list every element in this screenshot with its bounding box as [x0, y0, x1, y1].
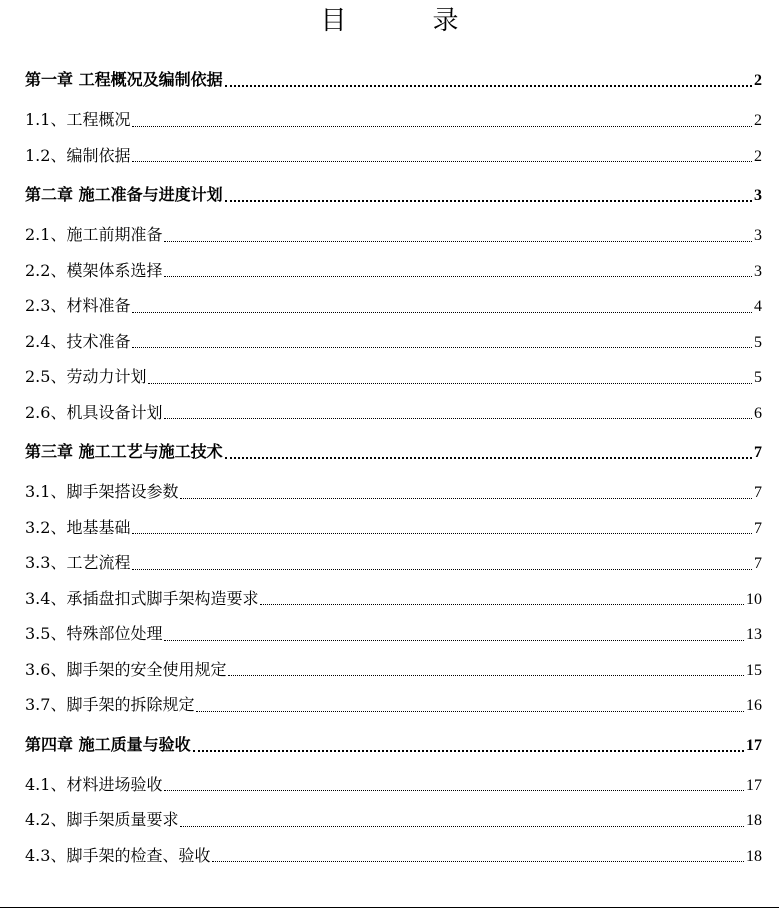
dot-leader: [228, 661, 744, 677]
dot-leader: [225, 187, 752, 203]
toc-chapter-entry[interactable]: [25, 430, 762, 474]
toc-entry-label: 3.3、工艺流程: [25, 553, 131, 572]
toc-page-number: 15: [746, 661, 762, 679]
toc-section-entry[interactable]: [25, 217, 762, 253]
dot-leader: [164, 227, 752, 243]
dot-leader: [164, 626, 744, 642]
toc-entry-label: 2.1、施工前期准备: [25, 225, 163, 244]
toc-entry-label: 4.2、脚手架质量要求: [25, 810, 179, 829]
toc-page-number: 7: [754, 519, 762, 537]
toc-entry-label: 1.1、工程概况: [25, 110, 131, 129]
toc-entry-label: 2.6、机具设备计划: [25, 402, 163, 422]
toc-page-number: 13: [746, 626, 762, 643]
toc-entry-label: 3.7、脚手架的拆除规定: [25, 695, 195, 714]
toc-page-number: 2: [754, 147, 762, 165]
toc-section-entry[interactable]: [25, 838, 762, 874]
toc-page-number: 16: [746, 697, 762, 714]
toc-entry-label: 4.3、脚手架的检查、验收: [25, 845, 211, 865]
toc-section-entry[interactable]: [25, 138, 762, 174]
toc-chapter-entry[interactable]: [25, 173, 762, 217]
toc-page-number: 6: [754, 404, 762, 422]
toc-section-entry[interactable]: [25, 474, 762, 510]
toc-section-entry[interactable]: [25, 616, 762, 652]
toc-section-entry[interactable]: [25, 510, 762, 546]
toc-entry-label: 3.6、脚手架的安全使用规定: [25, 659, 227, 679]
toc-page-number: 7: [754, 484, 762, 501]
toc-page-number: 17: [746, 736, 762, 754]
toc-section-entry[interactable]: [25, 324, 762, 360]
dot-leader: [164, 404, 752, 420]
dot-leader: [132, 112, 752, 128]
toc-entry-label: 第三章 施工工艺与施工技术: [25, 442, 223, 461]
toc-page-number: 5: [754, 369, 762, 386]
dot-leader: [225, 444, 752, 460]
toc-entry-label: 4.1、材料进场验收: [25, 774, 163, 794]
toc-entry-label: 2.2、模架体系选择: [25, 260, 163, 280]
dot-leader: [148, 369, 752, 385]
toc-entry-label: 3.2、地基基础: [25, 517, 131, 537]
dot-leader: [164, 262, 752, 278]
toc-entry-label: 1.2、编制依据: [25, 145, 131, 165]
toc-section-entry[interactable]: [25, 802, 762, 838]
toc-entry-label: 第一章 工程概况及编制依据: [25, 70, 223, 89]
toc-page-number: 10: [746, 590, 762, 608]
toc-section-entry[interactable]: [25, 652, 762, 688]
toc-entry-label: 3.1、脚手架搭设参数: [25, 482, 179, 501]
dot-leader: [132, 555, 752, 571]
dot-leader: [196, 697, 744, 713]
toc-page-number: 7: [754, 444, 762, 461]
toc-page-number: 2: [754, 112, 762, 129]
toc-title: 目 录: [320, 6, 489, 36]
dot-leader: [132, 519, 752, 535]
toc-page-number: 7: [754, 555, 762, 572]
dot-leader: [132, 147, 752, 163]
toc-page-number: 18: [746, 812, 762, 829]
toc-section-entry[interactable]: [25, 288, 762, 324]
toc-entry-label: 第四章 施工质量与验收: [25, 734, 191, 754]
toc-page-number: 3: [754, 262, 762, 280]
toc-entry-label: 第二章 施工准备与进度计划: [25, 185, 223, 204]
dot-leader: [180, 484, 752, 500]
page-bottom-rule: [0, 907, 779, 908]
toc-page-number: 17: [746, 776, 762, 794]
dot-leader: [164, 776, 744, 792]
toc-page-number: 2: [754, 72, 762, 89]
toc-entry-label: 3.5、特殊部位处理: [25, 624, 163, 643]
toc-section-entry[interactable]: [25, 102, 762, 138]
dot-leader: [212, 847, 744, 863]
toc-entry-label: 2.4、技术准备: [25, 331, 131, 351]
toc-page-number: 3: [754, 187, 762, 204]
toc-entry-label: 2.3、材料准备: [25, 296, 131, 315]
toc-page-number: 3: [754, 227, 762, 244]
toc-section-entry[interactable]: [25, 767, 762, 803]
toc-section-entry[interactable]: [25, 545, 762, 581]
toc-section-entry[interactable]: [25, 359, 762, 395]
toc-section-entry[interactable]: [25, 253, 762, 289]
toc-entry-label: 2.5、劳动力计划: [25, 367, 147, 386]
toc-section-entry[interactable]: [25, 581, 762, 617]
dot-leader: [260, 590, 744, 606]
toc-section-entry[interactable]: [25, 687, 762, 723]
toc-entry-label: 3.4、承插盘扣式脚手架构造要求: [25, 588, 259, 608]
dot-leader: [132, 298, 752, 314]
dot-leader: [180, 812, 744, 828]
dot-leader: [225, 72, 752, 88]
toc-section-entry[interactable]: [25, 395, 762, 431]
toc-page-number: 5: [754, 333, 762, 351]
dot-leader: [132, 333, 752, 349]
toc-page-number: 4: [754, 298, 762, 315]
toc-chapter-entry[interactable]: [25, 723, 762, 767]
toc-chapter-entry[interactable]: [25, 58, 762, 102]
table-of-contents: [25, 58, 762, 873]
toc-page-number: 18: [746, 847, 762, 865]
dot-leader: [193, 737, 744, 753]
